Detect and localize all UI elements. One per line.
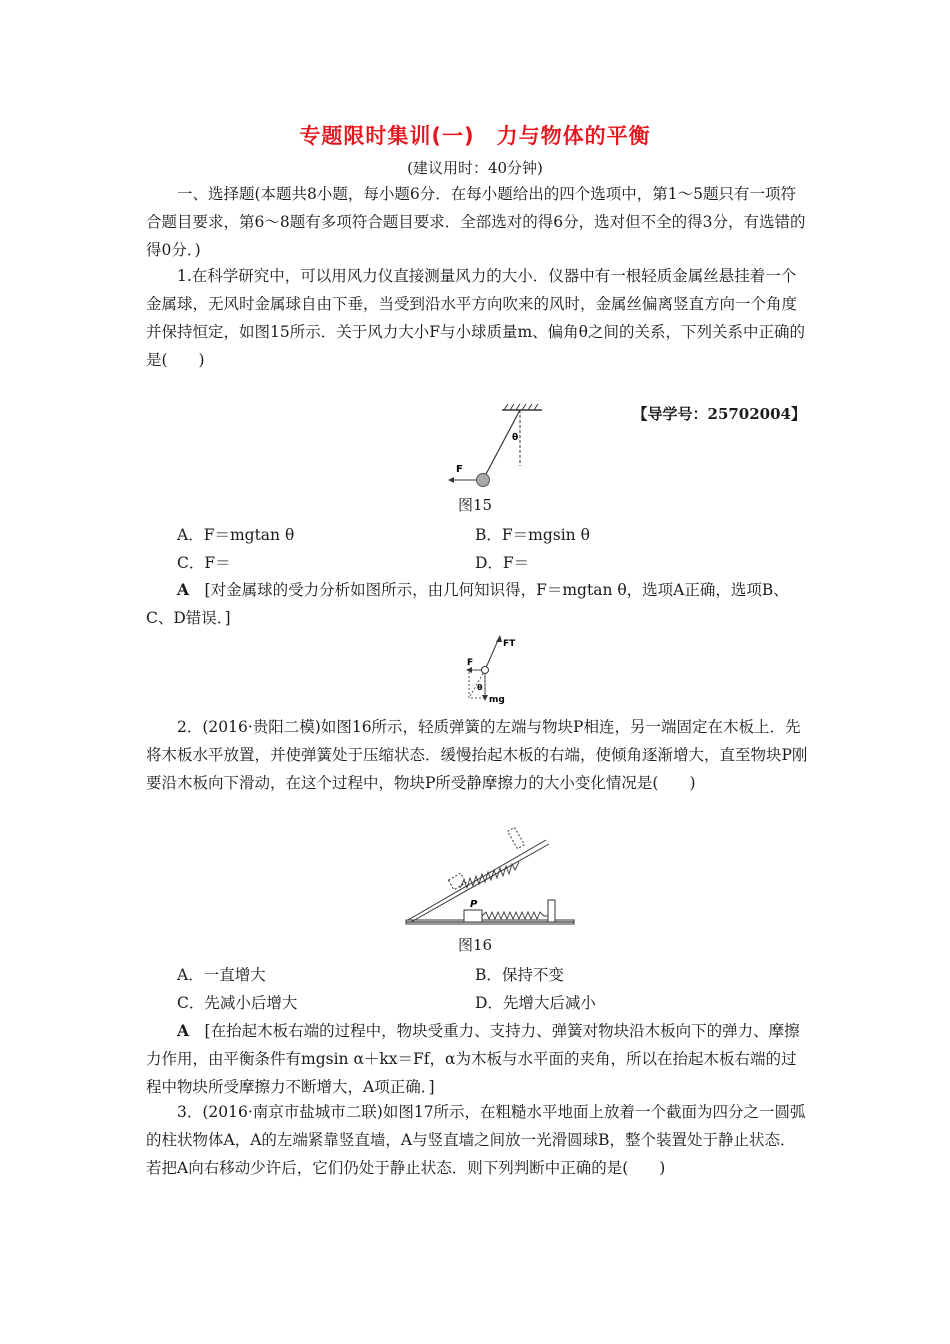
q2-answer-letter: A	[177, 1021, 190, 1040]
q2-option-d: D．先增大后减小	[475, 994, 596, 1012]
figure-15-caption: 图15	[457, 496, 493, 514]
q1-answer	[146, 576, 810, 632]
suggested-time: (建议用时：40分钟)	[407, 159, 543, 177]
figure-16	[400, 818, 580, 930]
fixed-stop	[548, 900, 555, 922]
wire	[485, 410, 520, 476]
angle-label: θ	[512, 433, 519, 443]
q2-option-a: A．一直增大	[177, 966, 266, 984]
dashed-stop-inclined	[508, 827, 525, 848]
q1-option-d: D．F＝	[475, 554, 530, 572]
q1-answer-explanation: [对金属球的受力分析如图所示，由几何知识得，F＝mgtan θ，选项A正确，选项B、C、D错误．]	[146, 581, 789, 627]
q1-force-diagram	[455, 632, 525, 708]
figure-16-caption: 图16	[457, 936, 493, 954]
block-p	[464, 910, 482, 922]
figure-15	[440, 400, 550, 492]
q1-answer-letter: A	[177, 580, 190, 599]
q1-guide-number: 【导学号：25702004】	[632, 405, 806, 423]
q3-stem: 3．(2016·南京市盐城市二联)如图17所示，在粗糙水平地面上放着一个截面为四分之一圆弧的柱状物体A，A的左端紧靠竖直墙，A与竖直墙之间放一光滑圆球B，整个装置处于静止状态．若把A向右移动少许后，它们仍处于静止状态．则下列判断中正确的是( )	[146, 1103, 806, 1177]
horizontal-spring	[482, 912, 548, 919]
force-label: F	[456, 464, 463, 475]
ceiling-hatch	[502, 404, 542, 410]
q2-option-c: C．先减小后增大	[177, 994, 298, 1012]
weight-label: mg	[489, 695, 505, 705]
tension-arrow	[485, 638, 499, 670]
q1-option-b: B．F＝mgsin θ	[475, 526, 590, 544]
force-label: F	[467, 658, 474, 668]
q2-answer-explanation: [在抬起木板右端的过程中，物块受重力、支持力、弹簧对物块沿木板向下的弹力、摩擦力作用，由平衡条件有mgsin α＋kx＝Ff，α为木板与水平面的夹角，所以在抬起木板右端的过程中物块所受摩擦力不断增大，A项正确．]	[146, 1022, 800, 1096]
angle-label: θ	[477, 683, 483, 692]
tension-label: FT	[503, 639, 516, 649]
q1-option-c: C．F＝	[177, 554, 231, 572]
q2-answer	[146, 1017, 810, 1101]
block-p-label: P	[470, 899, 478, 910]
q2-option-b: B．保持不变	[475, 966, 564, 984]
metal-ball	[477, 474, 490, 487]
q1-option-a: A．F＝mgtan θ	[177, 526, 295, 544]
q2-stem: 2．(2016·贵阳二模)如图16所示，轻质弹簧的左端与物块P相连，另一端固定在木板上．先将木板水平放置，并使弹簧处于压缩状态．缓慢抬起木板的右端，使倾角逐渐增大，直至物块P刚要沿木板向下滑动，在这个过程中，物块P所受静摩擦力的大小变化情况是( )	[146, 718, 808, 792]
section-intro: 一、选择题(本题共8小题，每小题6分．在每小题给出的四个选项中，第1～5题只有一项符合题目要求，第6～8题有多项符合题目要求．全部选对的得6分，选对但不全的得3分，有选错的得0分．)	[146, 185, 806, 259]
page-title: 专题限时集训(一) 力与物体的平衡	[299, 124, 651, 148]
q1-stem: 1.在科学研究中，可以用风力仪直接测量风力的大小．仪器中有一根轻质金属丝悬挂着一个金属球，无风时金属球自由下垂，当受到沿水平方向吹来的风时，金属丝偏离竖直方向一个角度并保持恒定，如图15所示．关于风力大小F与小球质量m、偏角θ之间的关系，下列关系中正确的是( )	[146, 267, 806, 369]
